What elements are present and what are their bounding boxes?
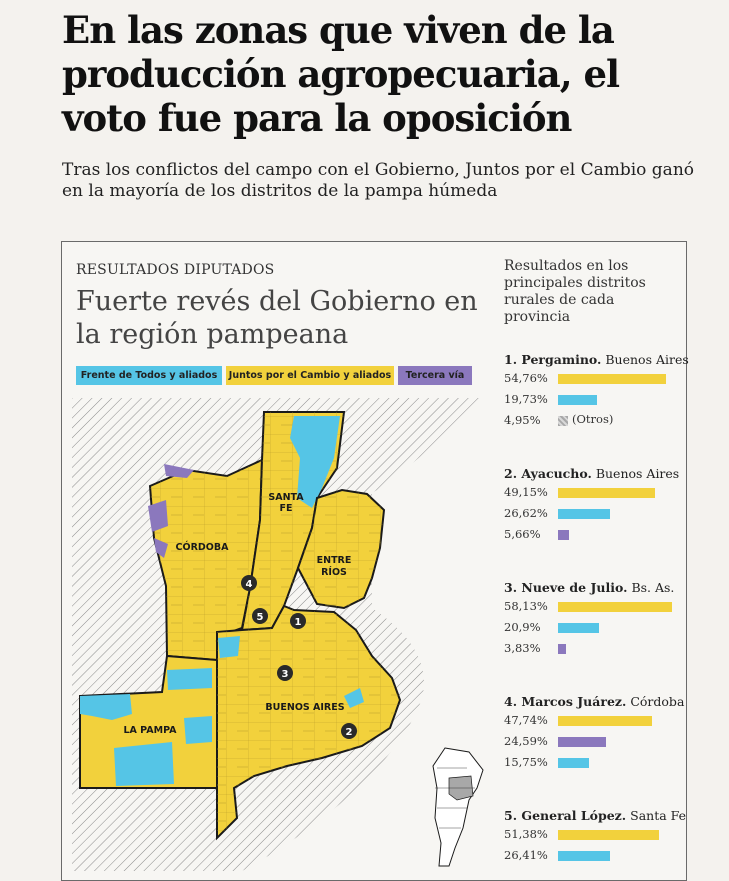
- district-2-name: 2. Ayacucho.: [504, 466, 592, 481]
- bar-label: 5,66%: [504, 527, 541, 541]
- district-1-province: Buenos Aires: [605, 352, 689, 367]
- district-2-header: [504, 465, 684, 483]
- district-2-province: Buenos Aires: [595, 466, 680, 481]
- bar: [558, 530, 569, 540]
- bar-label: 54,76%: [504, 371, 548, 385]
- district-1-row-3: [504, 411, 684, 432]
- district-4: [504, 693, 684, 774]
- label-entre-rios-1: ENTRE: [316, 555, 352, 566]
- subtitle: Tras los conflictos del campo con el Gobierno, Juntos por el Cambio ganó en la mayoría de los distritos de la pampa húmeda: [62, 160, 695, 201]
- district-2: [504, 465, 684, 546]
- district-4-name: 4. Marcos Juárez.: [504, 694, 627, 709]
- district-1-name: 1. Pergamino.: [504, 352, 602, 367]
- bar: [558, 716, 652, 726]
- district-3-name: 3. Nueve de Julio.: [504, 580, 628, 595]
- bar-label: 15,75%: [504, 755, 548, 769]
- district-4-province: Córdoba: [630, 694, 685, 709]
- legend-juntos: Juntos por el Cambio y aliados: [226, 366, 394, 385]
- marker-5: 5: [256, 612, 264, 623]
- district-3: [504, 579, 684, 660]
- legend-frente: Frente de Todos y aliados: [76, 366, 222, 385]
- bar-label: 51,38%: [504, 827, 548, 841]
- headline: En las zonas que viven de la producción agropecuaria, el voto fue para la oposición: [62, 8, 620, 140]
- label-santa-fe-1: SANTA: [268, 492, 304, 503]
- bar: [558, 737, 606, 747]
- bar-label: 26,41%: [504, 848, 548, 862]
- bar: [558, 758, 589, 768]
- bar: [558, 644, 566, 654]
- bar: [558, 374, 666, 384]
- bar-label: 3,83%: [504, 641, 541, 655]
- label-la-pampa: LA PAMPA: [123, 725, 177, 736]
- bar-note-otros: (Otros): [572, 412, 614, 426]
- bar-label: 19,73%: [504, 392, 548, 406]
- district-5-name: 5. General López.: [504, 808, 627, 823]
- label-entre-rios-2: RÍOS: [321, 567, 347, 578]
- bar: [558, 416, 568, 426]
- district-4-header: [504, 693, 684, 711]
- district-2-row-3: [504, 525, 684, 546]
- bar: [558, 830, 659, 840]
- district-4-row-1: [504, 711, 684, 732]
- label-buenos-aires: BUENOS AIRES: [265, 702, 345, 713]
- marker-3: 3: [281, 669, 289, 680]
- district-5-header: [504, 807, 687, 825]
- marker-1: 1: [294, 617, 302, 628]
- label-cordoba: CÓRDOBA: [175, 542, 229, 553]
- label-santa-fe-2: FE: [279, 503, 293, 514]
- district-1: [504, 351, 689, 432]
- district-1-row-1: [504, 369, 684, 390]
- district-5-row-2: [504, 846, 684, 867]
- bar-label: 47,74%: [504, 713, 548, 727]
- bar-label: 4,95%: [504, 413, 541, 427]
- district-1-header: [504, 351, 689, 369]
- district-4-row-2: [504, 732, 684, 753]
- district-3-header: [504, 579, 684, 597]
- district-2-row-2: [504, 504, 684, 525]
- bar: [558, 488, 655, 498]
- bar: [558, 851, 610, 861]
- bar: [558, 623, 599, 633]
- bar: [558, 509, 610, 519]
- district-5-row-1: [504, 825, 684, 846]
- district-1-row-2: [504, 390, 684, 411]
- bar: [558, 602, 672, 612]
- side-title: Resultados en los principales distritos rurales de cada provincia: [504, 258, 646, 325]
- bar-label: 24,59%: [504, 734, 548, 748]
- marker-4: 4: [245, 579, 253, 590]
- district-4-row-3: [504, 753, 684, 774]
- bar: [558, 395, 597, 405]
- marker-2: 2: [345, 727, 353, 738]
- district-2-row-1: [504, 483, 684, 504]
- district-5: [504, 807, 687, 867]
- district-3-row-2: [504, 618, 684, 639]
- legend-tercera: Tercera vía: [398, 366, 472, 385]
- district-3-province: Bs. As.: [631, 580, 675, 595]
- section-label: RESULTADOS DIPUTADOS: [76, 262, 275, 278]
- bar-label: 26,62%: [504, 506, 548, 520]
- district-3-row-1: [504, 597, 684, 618]
- district-5-province: Santa Fe: [630, 808, 687, 823]
- bar-label: 20,9%: [504, 620, 541, 634]
- district-3-row-3: [504, 639, 684, 660]
- bar-label: 58,13%: [504, 599, 548, 613]
- bar-label: 49,15%: [504, 485, 548, 499]
- chart-title: Fuerte revés del Gobierno en la región pampeana: [76, 286, 478, 350]
- pampa-map: [72, 398, 492, 871]
